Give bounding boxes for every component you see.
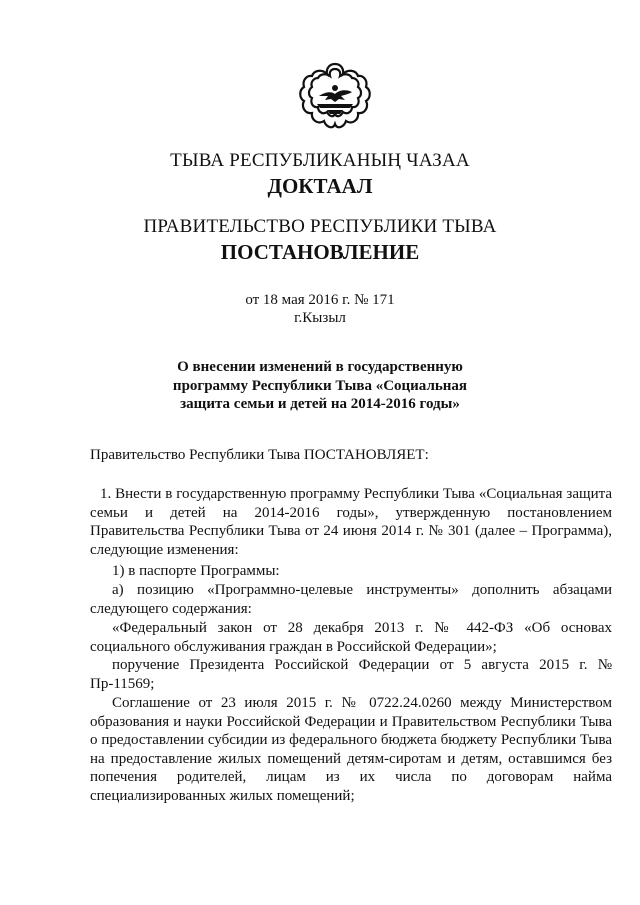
tuvan-government-title: ТЫВА РЕСПУБЛИКАНЫҢ ЧАЗАА [170, 150, 470, 171]
republic-of-tyva-emblem-icon [297, 58, 373, 134]
document-title: О внесении изменений в государственную программу Республики Тыва «Социальная защита семьи и детей на 2014-2016 годы» [172, 359, 468, 412]
document-city: г.Кызыл [294, 310, 346, 326]
russian-government-title: ПРАВИТЕЛЬСТВО РЕСПУБЛИКИ ТЫВА [143, 216, 497, 237]
paragraph-2: 1) в паспорте Программы: [112, 563, 280, 579]
resolve-statement: Правительство Республики Тыва ПОСТАНОВЛЯЕТ: [90, 447, 429, 463]
paragraph-6: Соглашение от 23 июля 2015 г. № 0722.24.0260 между Министерством образования и науки Российской Федерации и Правительством Республики Тыва о предоставлении субсидии из федерального бюджета бюджету Республики Тыва на предоставление жилых помещений детям-сиротам и детям, оставшимся без попечения родителей, лицам из их числа по договорам найма специализированных жилых помещений; [90, 695, 612, 804]
paragraph-4: «Федеральный закон от 28 декабря 2013 г. № 442-ФЗ «Об основах социального обслуживания граждан в Российской Федерации»; [90, 620, 612, 655]
russian-document-type: ПОСТАНОВЛЕНИЕ [220, 240, 420, 264]
paragraph-5: поручение Президента Российской Федерации от 5 августа 2015 г. № Пр-11569; [90, 657, 612, 692]
document-date-number: от 18 мая 2016 г. № 171 [245, 292, 395, 308]
paragraph-1: 1. Внести в государственную программу Республики Тыва «Социальная защита семьи и детей на 2014-2016 годы», утвержденную постановлением Правительства Республики Тыва от 24 июня 2014 г. № 301 (далее – Программа), следующие изменения: [90, 486, 612, 558]
paragraph-3: а) позицию «Программно-целевые инструменты» дополнить абзацами следующего содержания: [90, 582, 612, 617]
tuvan-document-type: ДОКТААЛ [267, 174, 373, 198]
